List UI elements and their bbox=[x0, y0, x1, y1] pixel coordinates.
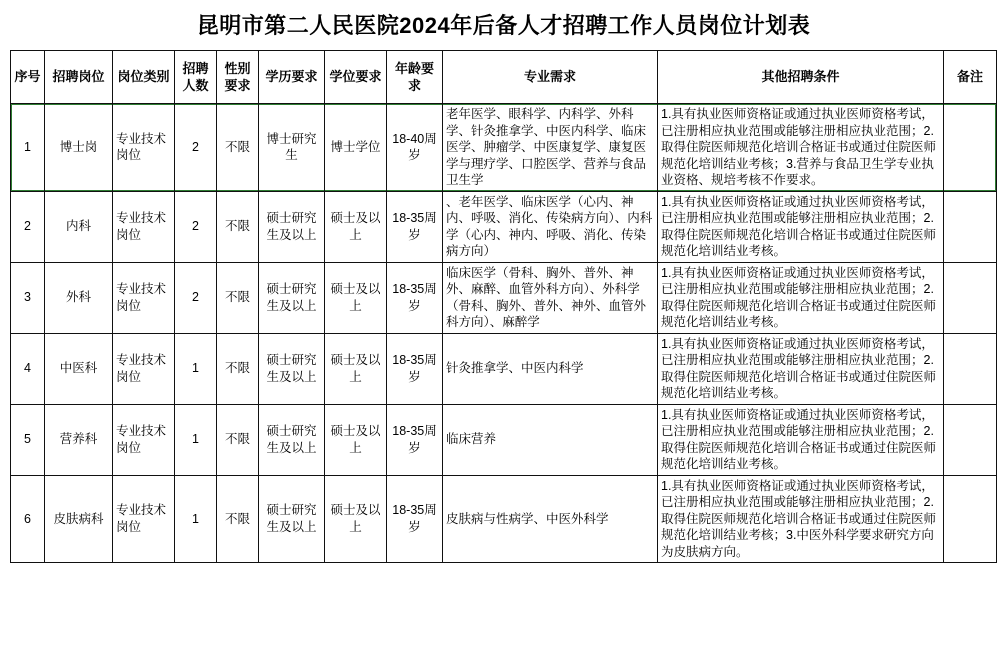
cell-no: 1 bbox=[11, 104, 45, 192]
cell-major: 老年医学、眼科学、内科学、外科学、针灸推拿学、中医内科学、临床医学、肿瘤学、中医康复学、康复医学与理疗学、口腔医学、营养与食品卫生学 bbox=[443, 104, 658, 192]
cell-degree: 博士学位 bbox=[325, 104, 387, 192]
cell-post: 皮肤病科 bbox=[45, 475, 113, 563]
cell-count: 1 bbox=[175, 475, 217, 563]
cell-count: 1 bbox=[175, 404, 217, 475]
cell-age: 18-40周岁 bbox=[387, 104, 443, 192]
cell-type: 专业技术岗位 bbox=[113, 475, 175, 563]
table-row[interactable] bbox=[11, 104, 997, 192]
cell-post: 内科 bbox=[45, 191, 113, 262]
cell-degree: 硕士及以上 bbox=[325, 191, 387, 262]
cell-major: 针灸推拿学、中医内科学 bbox=[443, 333, 658, 404]
column-header-age: 年龄要求 bbox=[387, 51, 443, 104]
cell-remark bbox=[944, 104, 997, 192]
column-header-degree: 学位要求 bbox=[325, 51, 387, 104]
cell-age: 18-35周岁 bbox=[387, 191, 443, 262]
cell-major: 临床医学（骨科、胸外、普外、神外、麻醉、血管外科方向）、外科学（骨科、胸外、普外、神外、血管外科方向）、麻醉学 bbox=[443, 262, 658, 333]
column-header-no: 序号 bbox=[11, 51, 45, 104]
cell-no: 2 bbox=[11, 191, 45, 262]
cell-post: 博士岗 bbox=[45, 104, 113, 192]
cell-count: 2 bbox=[175, 262, 217, 333]
cell-type: 专业技术岗位 bbox=[113, 404, 175, 475]
page-title: 昆明市第二人民医院2024年后备人才招聘工作人员岗位计划表 bbox=[196, 13, 811, 38]
cell-remark bbox=[944, 404, 997, 475]
cell-gender: 不限 bbox=[217, 262, 259, 333]
cell-education: 硕士研究生及以上 bbox=[259, 404, 325, 475]
cell-education: 硕士研究生及以上 bbox=[259, 475, 325, 563]
cell-education: 博士研究生 bbox=[259, 104, 325, 192]
cell-education: 硕士研究生及以上 bbox=[259, 262, 325, 333]
cell-count: 2 bbox=[175, 104, 217, 192]
cell-remark bbox=[944, 262, 997, 333]
column-header-remark: 备注 bbox=[944, 51, 997, 104]
cell-post: 中医科 bbox=[45, 333, 113, 404]
cell-education: 硕士研究生及以上 bbox=[259, 191, 325, 262]
cell-gender: 不限 bbox=[217, 333, 259, 404]
cell-type: 专业技术岗位 bbox=[113, 191, 175, 262]
cell-degree: 硕士及以上 bbox=[325, 475, 387, 563]
cell-remark bbox=[944, 475, 997, 563]
cell-post: 营养科 bbox=[45, 404, 113, 475]
table-row[interactable] bbox=[11, 475, 997, 563]
cell-other-conditions: 1.具有执业医师资格证或通过执业医师资格考试，已注册相应执业范围或能够注册相应执业范围；2.取得住院医师规范化培训合格证书或通过住院医师规范化培训结业考核。 bbox=[658, 191, 944, 262]
cell-age: 18-35周岁 bbox=[387, 333, 443, 404]
column-header-post: 招聘岗位 bbox=[45, 51, 113, 104]
cell-no: 4 bbox=[11, 333, 45, 404]
recruitment-plan-table bbox=[10, 50, 997, 563]
cell-age: 18-35周岁 bbox=[387, 262, 443, 333]
cell-no: 5 bbox=[11, 404, 45, 475]
cell-major: 、老年医学、临床医学（心内、神内、呼吸、消化、传染病方向）、内科学（心内、神内、呼吸、消化、传染病方向） bbox=[443, 191, 658, 262]
cell-post: 外科 bbox=[45, 262, 113, 333]
cell-gender: 不限 bbox=[217, 104, 259, 192]
column-header-major: 专业需求 bbox=[443, 51, 658, 104]
cell-no: 6 bbox=[11, 475, 45, 563]
table-row[interactable] bbox=[11, 262, 997, 333]
table-row[interactable] bbox=[11, 333, 997, 404]
cell-other-conditions: 1.具有执业医师资格证或通过执业医师资格考试，已注册相应执业范围或能够注册相应执业范围；2.取得住院医师规范化培训合格证书或通过住院医师规范化培训结业考核。 bbox=[658, 333, 944, 404]
cell-remark bbox=[944, 333, 997, 404]
table-row[interactable] bbox=[11, 404, 997, 475]
cell-other-conditions: 1.具有执业医师资格证或通过执业医师资格考试，已注册相应执业范围或能够注册相应执业范围；2.取得住院医师规范化培训合格证书或通过住院医师规范化培训结业考核。 bbox=[658, 262, 944, 333]
cell-degree: 硕士及以上 bbox=[325, 333, 387, 404]
cell-gender: 不限 bbox=[217, 404, 259, 475]
table-row[interactable] bbox=[11, 191, 997, 262]
cell-degree: 硕士及以上 bbox=[325, 262, 387, 333]
cell-major: 临床营养 bbox=[443, 404, 658, 475]
cell-other-conditions: 1.具有执业医师资格证或通过执业医师资格考试，已注册相应执业范围或能够注册相应执业范围；2.取得住院医师规范化培训合格证书或通过住院医师规范化培训结业考核；3.营养与食品卫生学专业执业资格、规培考核不作要求。 bbox=[658, 104, 944, 192]
column-header-count: 招聘人数 bbox=[175, 51, 217, 104]
column-header-gender: 性别要求 bbox=[217, 51, 259, 104]
cell-type: 专业技术岗位 bbox=[113, 333, 175, 404]
table-header-row bbox=[11, 51, 997, 104]
cell-degree: 硕士及以上 bbox=[325, 404, 387, 475]
cell-education: 硕士研究生及以上 bbox=[259, 333, 325, 404]
cell-other-conditions: 1.具有执业医师资格证或通过执业医师资格考试，已注册相应执业范围或能够注册相应执业范围；2.取得住院医师规范化培训合格证书或通过住院医师规范化培训结业考核。 bbox=[658, 404, 944, 475]
cell-no: 3 bbox=[11, 262, 45, 333]
cell-gender: 不限 bbox=[217, 191, 259, 262]
cell-age: 18-35周岁 bbox=[387, 475, 443, 563]
cell-count: 1 bbox=[175, 333, 217, 404]
column-header-other: 其他招聘条件 bbox=[658, 51, 944, 104]
cell-age: 18-35周岁 bbox=[387, 404, 443, 475]
cell-major: 皮肤病与性病学、中医外科学 bbox=[443, 475, 658, 563]
cell-other-conditions: 1.具有执业医师资格证或通过执业医师资格考试，已注册相应执业范围或能够注册相应执业范围；2.取得住院医师规范化培训合格证书或通过住院医师规范化培训结业考核；3.中医外科学要求研究方向为皮肤病方向。 bbox=[658, 475, 944, 563]
cell-count: 2 bbox=[175, 191, 217, 262]
column-header-type: 岗位类别 bbox=[113, 51, 175, 104]
cell-gender: 不限 bbox=[217, 475, 259, 563]
cell-type: 专业技术岗位 bbox=[113, 262, 175, 333]
cell-type: 专业技术岗位 bbox=[113, 104, 175, 192]
column-header-education: 学历要求 bbox=[259, 51, 325, 104]
cell-remark bbox=[944, 191, 997, 262]
